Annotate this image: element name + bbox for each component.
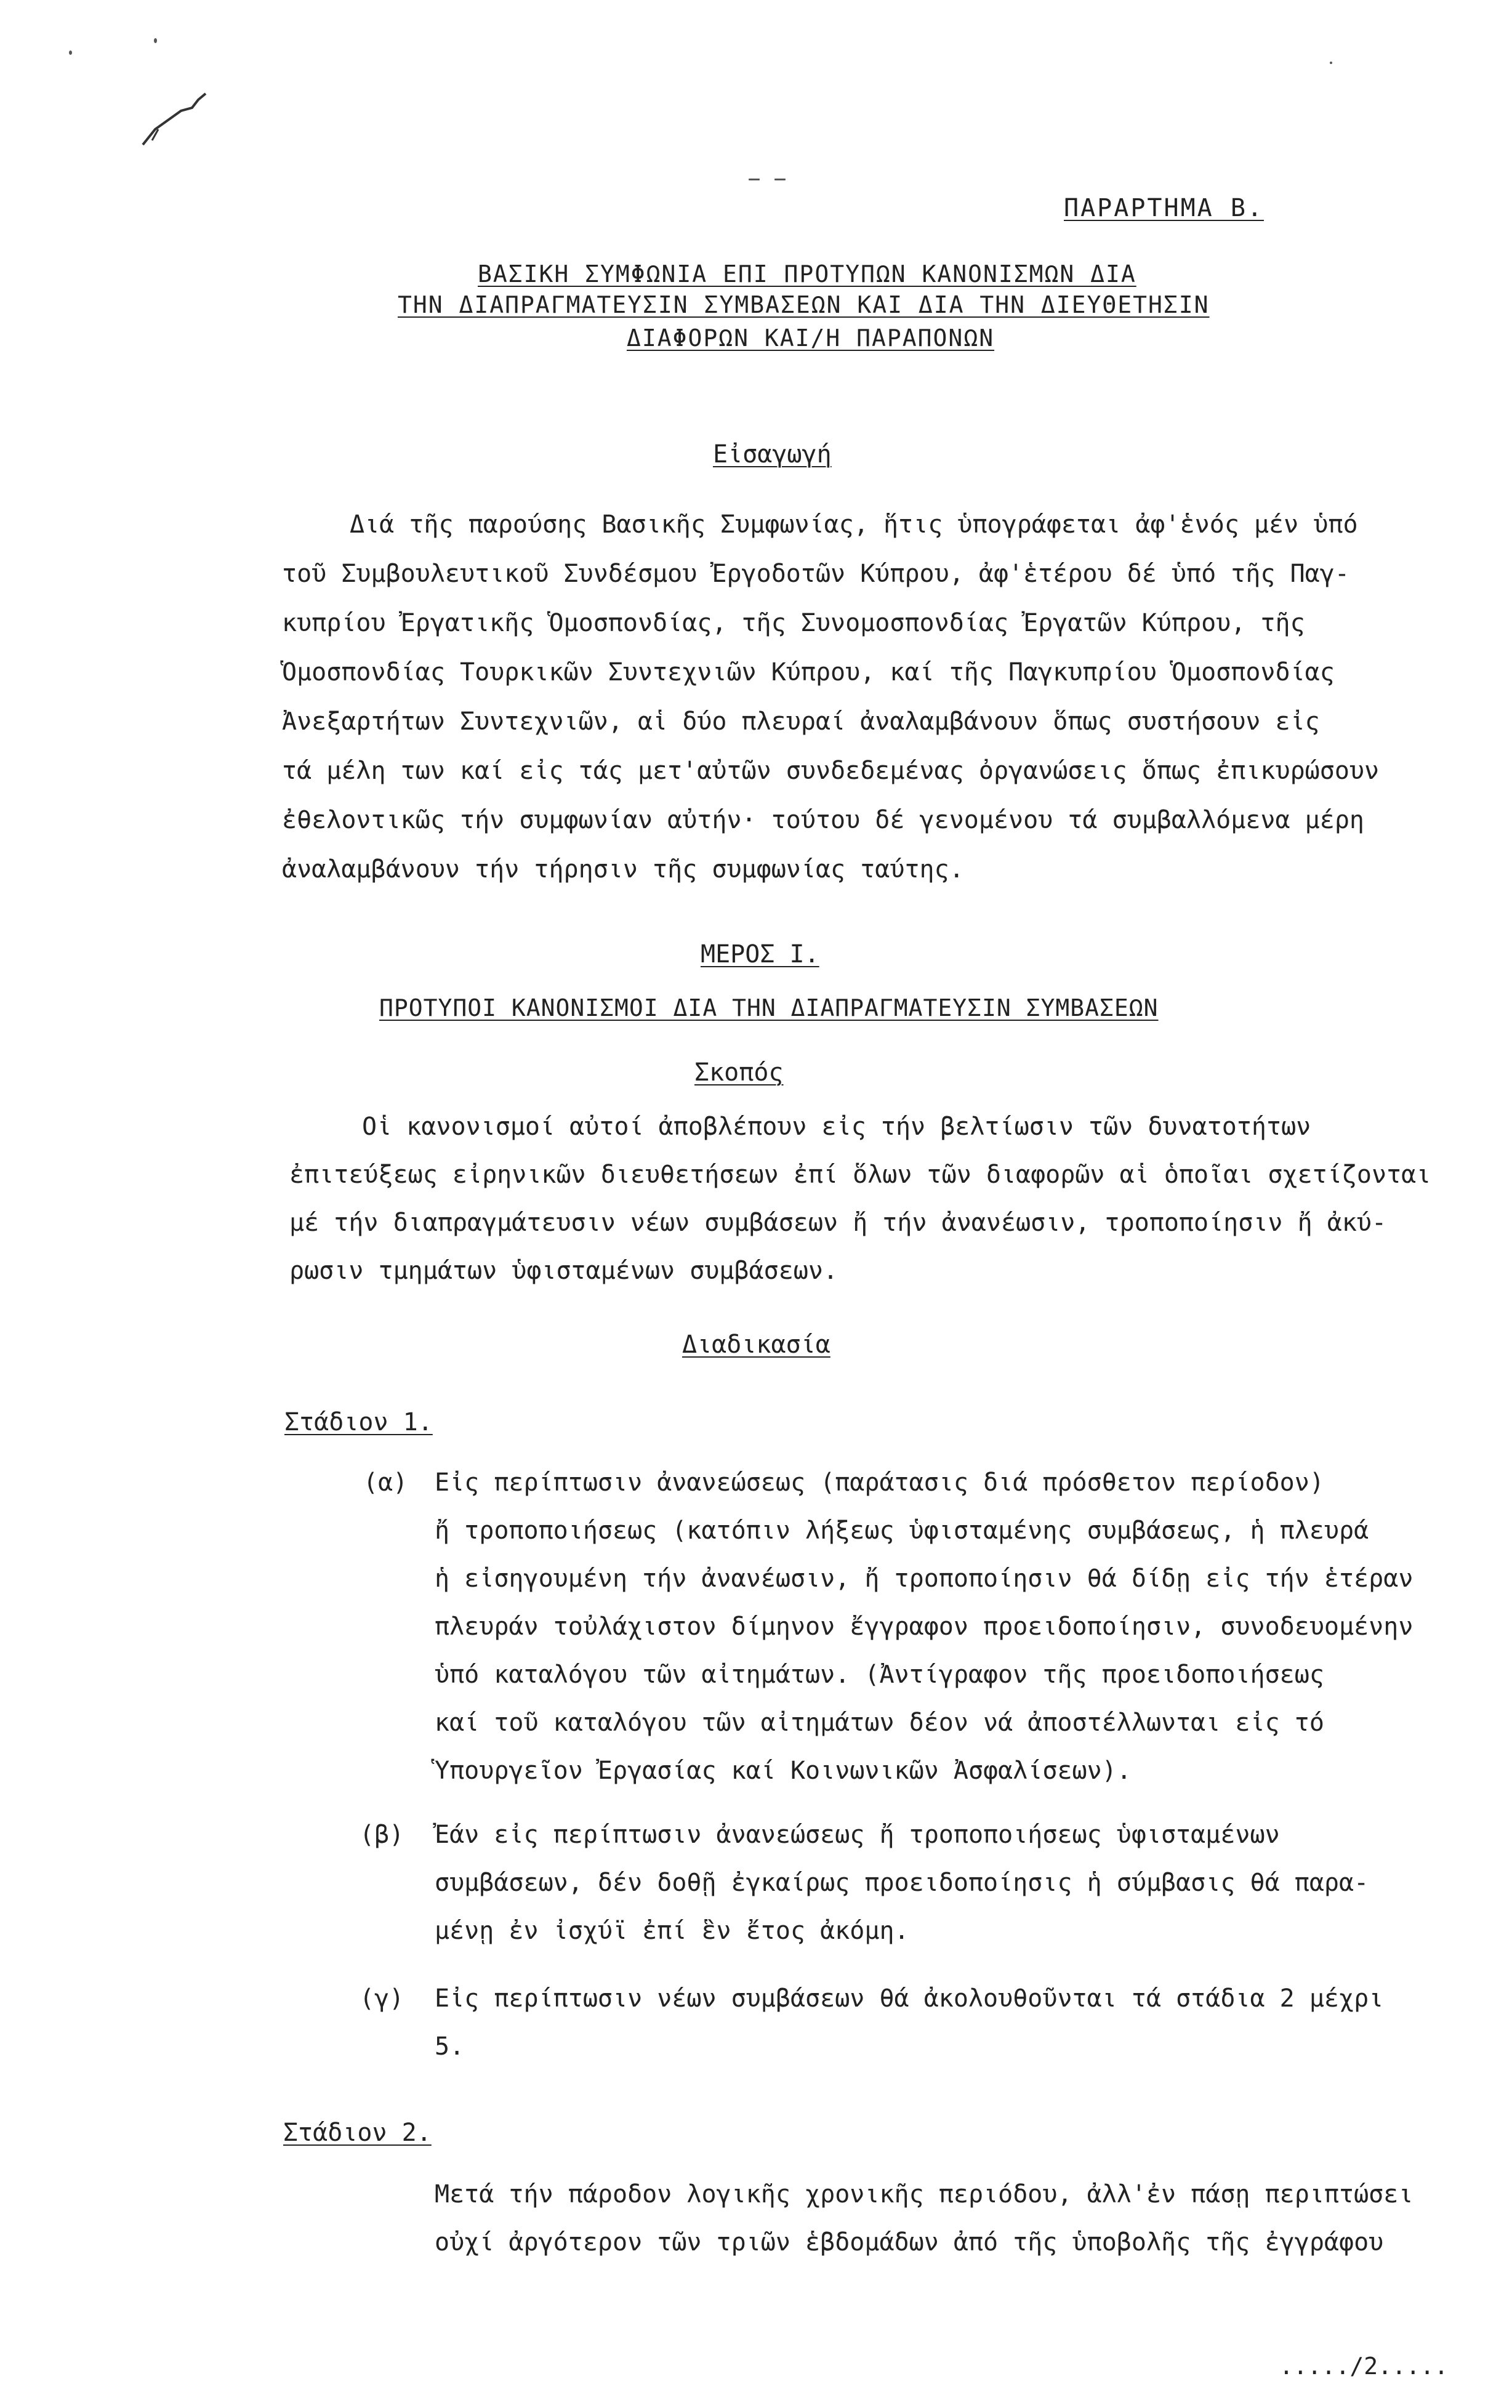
- part-heading: ΜΕΡΟΣ Ι.: [701, 940, 819, 968]
- speck: [154, 38, 157, 43]
- item-gamma-line: 5.: [435, 2032, 465, 2061]
- speck: [69, 50, 72, 55]
- purpose-heading: Σκοπός: [694, 1058, 784, 1087]
- procedure-heading: Διαδικασία: [682, 1331, 830, 1359]
- stage2-line: οὐχί ἀργότερον τῶν τριῶν ἑβδομάδων ἀπό τῆς ὑποβολῆς τῆς ἐγγράφου: [435, 2228, 1384, 2257]
- intro-heading: Εἰσαγωγή: [713, 440, 832, 469]
- item-gamma-line: Εἰς περίπτωσιν νέων συμβάσεων θά ἀκολουθοῦνται τά στάδια 2 μέχρι: [435, 1984, 1384, 2013]
- purpose-line: ρωσιν τμημάτων ὑφισταμένων συμβάσεων.: [289, 1257, 838, 1285]
- intro-line: ἐθελοντικῶς τήν συμφωνίαν αὐτήν· τούτου δέ γενομένου τά συμβαλλόμενα μέρη: [282, 806, 1364, 834]
- handwritten-mark: [137, 86, 223, 154]
- item-marker-alpha: (α): [363, 1468, 408, 1497]
- purpose-line: μέ τήν διαπραγμάτευσιν νέων συμβάσεων ἤ τήν ἀνανέωσιν, τροποποίησιν ἤ ἀκύ-: [289, 1209, 1387, 1237]
- item-beta-line: Ἐάν εἰς περίπτωσιν ἀνανεώσεως ἤ τροποποιήσεως ὑφισταμένων: [435, 1821, 1280, 1849]
- stage2-heading: Στάδιον 2.: [283, 2119, 432, 2147]
- speck: [774, 179, 786, 180]
- title-line-2: ΤΗΝ ΔΙΑΠΡΑΓΜΑΤΕΥΣΙΝ ΣΥΜΒΑΣΕΩΝ ΚΑΙ ΔΙΑ ΤΗΝ ΔΙΕΥΘΕΤΗΣΙΝ: [398, 291, 1210, 318]
- purpose-line: Οἱ κανονισμοί αὐτοί ἀποβλέπουν εἰς τήν βελτίωσιν τῶν δυνατοτήτων: [362, 1113, 1311, 1141]
- title-line-1: ΒΑΣΙΚΗ ΣΥΜΦΩΝΙΑ ΕΠΙ ΠΡΟΤΥΠΩΝ ΚΑΝΟΝΙΣΜΩΝ ΔΙΑ: [478, 260, 1136, 288]
- title-line-3: ΔΙΑΦΟΡΩΝ ΚΑΙ/Η ΠΑΡΑΠΟΝΩΝ: [627, 324, 995, 352]
- speck: [749, 179, 760, 180]
- page-continuation: .....∕2.....: [1279, 2353, 1449, 2380]
- item-alpha-line: Εἰς περίπτωσιν ἀνανεώσεως (παράτασις διά πρόσθετον περίοδον): [435, 1468, 1324, 1497]
- intro-line: Διά τῆς παρούσης Βασικῆς Συμφωνίας, ἥτις ὑπογράφεται ἀφ'ἑνός μέν ὑπό: [350, 510, 1358, 539]
- stage2-line: Μετά τήν πάροδον λογικῆς χρονικῆς περιόδου, ἀλλ'ἐν πάσῃ περιπτώσει: [435, 2180, 1413, 2209]
- item-marker-beta: (β): [360, 1821, 404, 1849]
- item-alpha-line: ἡ εἰσηγουμένη τήν ἀνανέωσιν, ἤ τροποποίησιν θά δίδῃ εἰς τήν ἑτέραν: [435, 1564, 1413, 1593]
- speck: [1330, 62, 1332, 64]
- intro-line: κυπρίου Ἐργατικῆς Ὁμοσπονδίας, τῆς Συνομοσπονδίας Ἐργατῶν Κύπρου, τῆς: [282, 609, 1305, 637]
- item-alpha-line: καί τοῦ καταλόγου τῶν αἰτημάτων δέον νά ἀποστέλλωνται εἰς τό: [435, 1709, 1324, 1737]
- item-beta-line: μένῃ ἐν ἰσχύϊ ἐπί ἓν ἔτος ἀκόμη.: [435, 1917, 909, 1945]
- intro-line: ἀναλαμβάνουν τήν τήρησιν τῆς συμφωνίας ταύτης.: [282, 855, 964, 884]
- item-beta-line: συμβάσεων, δέν δοθῇ ἐγκαίρως προειδοποίησις ἡ σύμβασις θά παρα-: [435, 1869, 1369, 1897]
- item-alpha-line: ἤ τροποποιήσεως (κατόπιν λήξεως ὑφισταμένης συμβάσεως, ἡ πλευρά: [435, 1516, 1369, 1545]
- intro-line: Ὁμοσπονδίας Τουρκικῶν Συντεχνιῶν Κύπρου, καί τῆς Παγκυπρίου Ὁμοσπονδίας: [282, 658, 1335, 687]
- intro-line: Ἀνεξαρτήτων Συντεχνιῶν, αἱ δύο πλευραί ἀναλαμβάνουν ὅπως συστήσουν εἰς: [282, 707, 1320, 736]
- purpose-line: ἐπιτεύξεως εἰρηνικῶν διευθετήσεων ἐπί ὅλων τῶν διαφορῶν αἱ ὁποῖαι σχετίζονται: [289, 1161, 1431, 1189]
- part-subheading: ΠΡΟΤΥΠΟΙ ΚΑΝΟΝΙΣΜΟΙ ΔΙΑ ΤΗΝ ΔΙΑΠΡΑΓΜΑΤΕΥΣΙΝ ΣΥΜΒΑΣΕΩΝ: [379, 994, 1159, 1021]
- stage1-heading: Στάδιον 1.: [284, 1408, 433, 1436]
- intro-line: τά μέλη των καί εἰς τάς μετ'αὐτῶν συνδεδεμένας ὀργανώσεις ὅπως ἐπικυρώσουν: [282, 757, 1380, 785]
- item-alpha-line: ὑπό καταλόγου τῶν αἰτημάτων. (Ἀντίγραφον τῆς προειδοποιήσεως: [435, 1661, 1324, 1689]
- item-alpha-line: Ὑπουργεῖον Ἐργασίας καί Κοινωνικῶν Ἀσφαλίσεων).: [435, 1757, 1132, 1785]
- item-marker-gamma: (γ): [360, 1984, 404, 2013]
- annex-label: ΠΑΡΑΡΤΗΜΑ Β.: [1064, 194, 1264, 222]
- intro-line: τοῦ Συμβουλευτικοῦ Συνδέσμου Ἐργοδοτῶν Κύπρου, ἀφ'ἑτέρου δέ ὑπό τῆς Παγ-: [282, 560, 1349, 588]
- item-alpha-line: πλευράν τοὐλάχιστον δίμηνον ἔγγραφον προειδοποίησιν, συνοδευομένην: [435, 1613, 1413, 1641]
